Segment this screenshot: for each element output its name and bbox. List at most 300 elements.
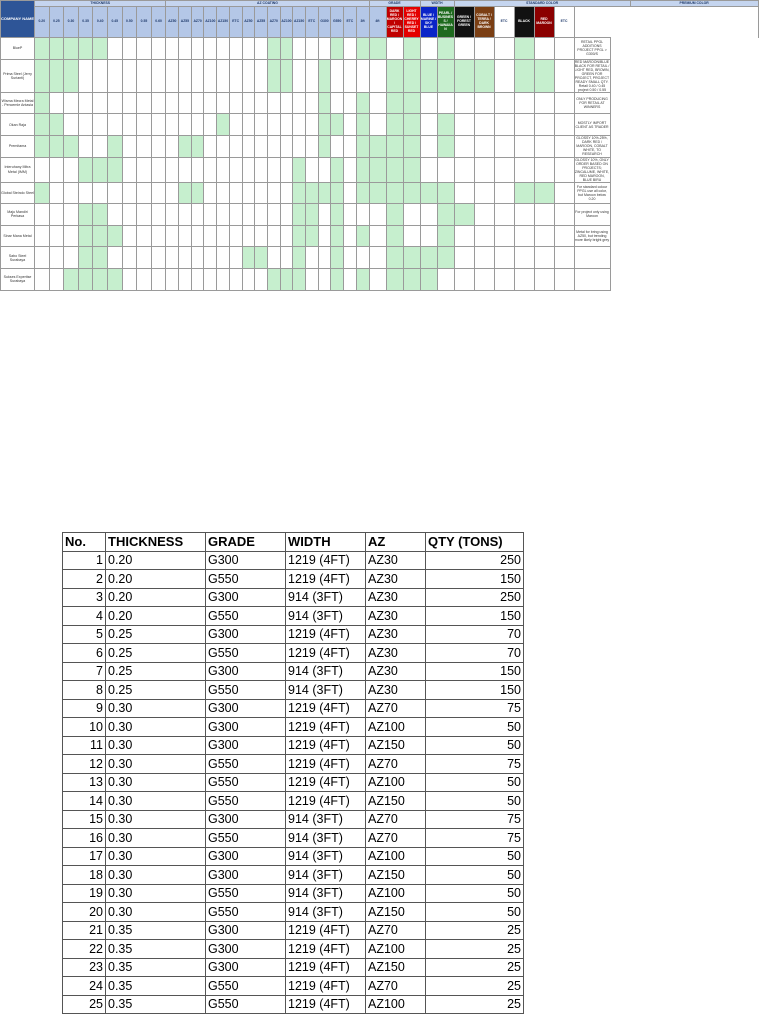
matrix-cell <box>64 204 79 226</box>
matrix-cell <box>514 268 534 290</box>
matrix-cell <box>204 135 217 157</box>
matrix-cell <box>494 247 514 269</box>
matrix-cell <box>122 38 137 60</box>
matrix-cell <box>93 114 108 136</box>
quantity-row <box>63 903 524 922</box>
column-header: G550 <box>331 7 344 38</box>
row-width: 914 (3FT) <box>286 903 366 922</box>
matrix-cell <box>386 38 403 60</box>
row-grade: G550 <box>206 829 286 848</box>
matrix-cell <box>514 135 534 157</box>
row-az: AZ70 <box>366 755 426 774</box>
row-qty: 50 <box>426 884 524 903</box>
row-az: AZ100 <box>366 847 426 866</box>
matrix-cell <box>191 225 204 247</box>
row-qty: 70 <box>426 625 524 644</box>
column-header: AZ100 <box>204 7 217 38</box>
matrix-cell <box>454 135 474 157</box>
matrix-cell <box>534 247 554 269</box>
matrix-row <box>1 225 759 247</box>
matrix-cell <box>420 38 437 60</box>
row-qty: 50 <box>426 792 524 811</box>
column-header: ETC <box>554 7 574 38</box>
matrix-cell <box>305 225 318 247</box>
row-thickness: 0.30 <box>106 810 206 829</box>
matrix-cell <box>35 247 50 269</box>
matrix-cell <box>78 157 93 182</box>
column-header: 0.30 <box>64 7 79 38</box>
matrix-cell <box>494 204 514 226</box>
matrix-cell <box>474 225 494 247</box>
matrix-cell <box>64 157 79 182</box>
company-name: Okan Raja <box>1 114 35 136</box>
matrix-cell <box>151 38 166 60</box>
matrix-cell <box>534 59 554 92</box>
row-width: 1219 (4FT) <box>286 551 366 570</box>
row-grade: G300 <box>206 866 286 885</box>
matrix-cell <box>454 38 474 60</box>
matrix-row <box>1 247 759 269</box>
matrix-cell <box>78 247 93 269</box>
matrix-cell <box>191 268 204 290</box>
matrix-cell <box>107 114 122 136</box>
row-thickness: 0.35 <box>106 995 206 1014</box>
matrix-cell <box>64 92 79 114</box>
row-az: AZ100 <box>366 995 426 1014</box>
matrix-cell <box>151 59 166 92</box>
row-az: AZ30 <box>366 644 426 663</box>
matrix-cell <box>344 247 357 269</box>
row-az: AZ30 <box>366 607 426 626</box>
matrix-cell <box>280 204 293 226</box>
matrix-row <box>1 59 759 92</box>
row-grade: G550 <box>206 755 286 774</box>
matrix-row <box>1 114 759 136</box>
matrix-cell <box>534 268 554 290</box>
matrix-cell <box>107 268 122 290</box>
matrix-cell <box>93 247 108 269</box>
matrix-cell <box>49 204 64 226</box>
matrix-cell <box>318 92 331 114</box>
column-header: LIGHT RED / CHERRY RED / SUNSET RED <box>403 7 420 38</box>
matrix-cell <box>179 182 192 204</box>
matrix-cell <box>137 157 152 182</box>
matrix-cell <box>293 59 306 92</box>
matrix-cell <box>107 204 122 226</box>
matrix-cell <box>420 225 437 247</box>
row-thickness: 0.30 <box>106 884 206 903</box>
column-header: AZ150 <box>293 7 306 38</box>
row-no: 2 <box>63 570 106 589</box>
matrix-cell <box>107 92 122 114</box>
matrix-cell <box>293 268 306 290</box>
matrix-cell <box>494 268 514 290</box>
matrix-cell <box>255 182 268 204</box>
row-grade: G300 <box>206 551 286 570</box>
company-name: Wisma Mecra Metal - Pencemle Antasia <box>1 92 35 114</box>
matrix-cell <box>305 135 318 157</box>
quantity-row <box>63 736 524 755</box>
column-header: 4ft <box>369 7 386 38</box>
row-thickness: 0.30 <box>106 755 206 774</box>
quantity-row <box>63 866 524 885</box>
row-az: AZ30 <box>366 570 426 589</box>
matrix-cell <box>356 59 369 92</box>
matrix-cell <box>179 204 192 226</box>
matrix-cell <box>255 225 268 247</box>
matrix-cell <box>267 204 280 226</box>
row-no: 8 <box>63 681 106 700</box>
company-name: Interuhany Mitra Metal (IMM) <box>1 157 35 182</box>
matrix-cell <box>242 135 255 157</box>
matrix-cell <box>293 204 306 226</box>
matrix-cell <box>403 38 420 60</box>
matrix-row <box>1 268 759 290</box>
matrix-column-header <box>1 7 759 38</box>
matrix-cell <box>474 135 494 157</box>
matrix-cell <box>318 182 331 204</box>
matrix-cell <box>122 135 137 157</box>
matrix-cell <box>78 225 93 247</box>
row-no: 16 <box>63 829 106 848</box>
matrix-row <box>1 38 759 60</box>
header-qty: QTY (TONS) <box>426 533 524 552</box>
matrix-cell <box>403 204 420 226</box>
row-no: 5 <box>63 625 106 644</box>
matrix-cell <box>166 268 179 290</box>
matrix-cell <box>78 59 93 92</box>
row-az: AZ30 <box>366 662 426 681</box>
quantity-row <box>63 977 524 996</box>
row-grade: G550 <box>206 644 286 663</box>
row-thickness: 0.35 <box>106 977 206 996</box>
matrix-cell <box>454 204 474 226</box>
matrix-cell <box>242 268 255 290</box>
matrix-cell <box>166 38 179 60</box>
column-header: 0.20 <box>35 7 50 38</box>
company-name: Sinar Mana Metal <box>1 225 35 247</box>
group-header: GRADE <box>369 1 420 7</box>
matrix-cell <box>437 182 454 204</box>
quantity-row <box>63 847 524 866</box>
quantity-row <box>63 718 524 737</box>
row-no: 22 <box>63 940 106 959</box>
row-thickness: 0.30 <box>106 736 206 755</box>
matrix-cell <box>49 157 64 182</box>
matrix-cell <box>204 114 217 136</box>
matrix-cell <box>122 225 137 247</box>
column-header: AZ55 <box>179 7 192 38</box>
matrix-cell <box>267 182 280 204</box>
matrix-cell <box>191 135 204 157</box>
matrix-row <box>1 182 759 204</box>
matrix-cell <box>267 92 280 114</box>
row-grade: G300 <box>206 921 286 940</box>
matrix-cell <box>494 225 514 247</box>
matrix-cell <box>242 247 255 269</box>
column-header: DARK RED / MAROON / CAPITAL RED <box>386 7 403 38</box>
matrix-cell <box>280 225 293 247</box>
quantity-row <box>63 699 524 718</box>
matrix-cell <box>78 204 93 226</box>
quantity-row <box>63 829 524 848</box>
matrix-cell <box>403 135 420 157</box>
matrix-cell <box>179 114 192 136</box>
matrix-cell <box>356 204 369 226</box>
quantity-row <box>63 588 524 607</box>
row-qty: 250 <box>426 588 524 607</box>
matrix-cell <box>49 59 64 92</box>
matrix-cell <box>255 157 268 182</box>
matrix-cell <box>403 114 420 136</box>
matrix-cell <box>293 247 306 269</box>
matrix-cell <box>305 268 318 290</box>
matrix-cell <box>420 157 437 182</box>
row-grade: G550 <box>206 903 286 922</box>
matrix-cell <box>229 182 242 204</box>
matrix-cell <box>93 157 108 182</box>
matrix-cell <box>217 247 230 269</box>
row-thickness: 0.25 <box>106 681 206 700</box>
row-grade: G550 <box>206 607 286 626</box>
matrix-cell <box>369 268 386 290</box>
matrix-cell <box>494 157 514 182</box>
matrix-cell <box>437 135 454 157</box>
column-header: 0.60 <box>151 7 166 38</box>
matrix-cell <box>420 247 437 269</box>
matrix-cell <box>166 182 179 204</box>
matrix-cell <box>49 247 64 269</box>
matrix-cell <box>437 114 454 136</box>
matrix-cell <box>554 59 574 92</box>
matrix-cell <box>242 225 255 247</box>
company-name-header: COMPANY NAME <box>1 1 35 38</box>
matrix-cell <box>122 59 137 92</box>
matrix-cell <box>554 225 574 247</box>
row-width: 914 (3FT) <box>286 847 366 866</box>
matrix-cell <box>179 38 192 60</box>
column-header: ETC <box>305 7 318 38</box>
header-grade: GRADE <box>206 533 286 552</box>
matrix-cell <box>474 114 494 136</box>
matrix-cell <box>344 204 357 226</box>
column-header: AZ100 <box>280 7 293 38</box>
matrix-cell <box>191 204 204 226</box>
matrix-cell <box>166 247 179 269</box>
matrix-cell <box>151 204 166 226</box>
row-no: 17 <box>63 847 106 866</box>
matrix-cell <box>35 135 50 157</box>
matrix-cell <box>122 204 137 226</box>
matrix-cell <box>454 92 474 114</box>
matrix-cell <box>217 268 230 290</box>
matrix-cell <box>107 225 122 247</box>
matrix-cell <box>64 182 79 204</box>
column-header: ETC <box>344 7 357 38</box>
row-note: Metal for bring using AZ50, but trending more likely bright grey <box>574 225 610 247</box>
matrix-cell <box>331 38 344 60</box>
matrix-cell <box>293 135 306 157</box>
row-width: 1219 (4FT) <box>286 699 366 718</box>
row-note: MOSTLY IMPORT CLIENT AS TRADER <box>574 114 610 136</box>
matrix-cell <box>267 225 280 247</box>
row-width: 914 (3FT) <box>286 607 366 626</box>
matrix-cell <box>331 225 344 247</box>
matrix-cell <box>191 59 204 92</box>
row-grade: G300 <box>206 958 286 977</box>
matrix-cell <box>122 114 137 136</box>
matrix-cell <box>229 157 242 182</box>
matrix-cell <box>107 59 122 92</box>
matrix-cell <box>280 135 293 157</box>
company-name: Global Steindo Steel <box>1 182 35 204</box>
row-qty: 75 <box>426 699 524 718</box>
matrix-row <box>1 157 759 182</box>
row-thickness: 0.30 <box>106 718 206 737</box>
matrix-cell <box>437 38 454 60</box>
matrix-cell <box>107 247 122 269</box>
row-grade: G550 <box>206 884 286 903</box>
quantity-row <box>63 792 524 811</box>
matrix-cell <box>386 247 403 269</box>
column-header: GREEN / FOREST GREEN <box>454 7 474 38</box>
column-header: 0.55 <box>137 7 152 38</box>
matrix-cell <box>49 225 64 247</box>
row-az: AZ150 <box>366 792 426 811</box>
matrix-cell <box>356 268 369 290</box>
matrix-cell <box>474 38 494 60</box>
column-header: ETC <box>229 7 242 38</box>
matrix-cell <box>242 204 255 226</box>
matrix-cell <box>280 247 293 269</box>
matrix-cell <box>369 247 386 269</box>
matrix-cell <box>331 135 344 157</box>
column-header: PEARL / BUSINESS / HAWAIIAN <box>437 7 454 38</box>
matrix-cell <box>107 135 122 157</box>
matrix-cell <box>514 59 534 92</box>
row-az: AZ30 <box>366 681 426 700</box>
column-header: AZ55 <box>255 7 268 38</box>
matrix-cell <box>137 225 152 247</box>
matrix-cell <box>49 268 64 290</box>
row-width: 914 (3FT) <box>286 662 366 681</box>
matrix-cell <box>217 182 230 204</box>
matrix-cell <box>331 182 344 204</box>
column-header: AZ50 <box>242 7 255 38</box>
matrix-cell <box>420 268 437 290</box>
company-name: Sabo Steel Surabaya <box>1 247 35 269</box>
matrix-cell <box>255 92 268 114</box>
row-note <box>574 247 610 269</box>
matrix-cell <box>204 204 217 226</box>
row-thickness: 0.35 <box>106 958 206 977</box>
quantity-row <box>63 607 524 626</box>
row-no: 21 <box>63 921 106 940</box>
matrix-cell <box>318 247 331 269</box>
matrix-cell <box>35 59 50 92</box>
group-header: WIDTH <box>420 1 454 7</box>
matrix-cell <box>437 92 454 114</box>
matrix-cell <box>78 114 93 136</box>
matrix-cell <box>344 38 357 60</box>
row-note: For project only using Maroon <box>574 204 610 226</box>
matrix-cell <box>454 182 474 204</box>
matrix-cell <box>229 225 242 247</box>
row-width: 1219 (4FT) <box>286 995 366 1014</box>
row-az: AZ70 <box>366 699 426 718</box>
matrix-cell <box>78 92 93 114</box>
matrix-cell <box>107 182 122 204</box>
matrix-cell <box>331 157 344 182</box>
matrix-cell <box>179 92 192 114</box>
matrix-cell <box>229 59 242 92</box>
matrix-cell <box>137 204 152 226</box>
matrix-cell <box>49 38 64 60</box>
matrix-cell <box>255 59 268 92</box>
matrix-cell <box>49 182 64 204</box>
row-no: 15 <box>63 810 106 829</box>
row-note: GLOSSY 10%-25%, DARK RED / MAROON, COBALT WHITE, TO RESEARCH <box>574 135 610 157</box>
row-az: AZ70 <box>366 921 426 940</box>
matrix-cell <box>280 268 293 290</box>
matrix-cell <box>369 135 386 157</box>
row-thickness: 0.30 <box>106 792 206 811</box>
matrix-cell <box>474 59 494 92</box>
matrix-cell <box>64 225 79 247</box>
matrix-cell <box>217 59 230 92</box>
matrix-cell <box>229 114 242 136</box>
matrix-cell <box>204 268 217 290</box>
matrix-row <box>1 135 759 157</box>
matrix-cell <box>386 268 403 290</box>
row-qty: 50 <box>426 847 524 866</box>
row-thickness: 0.35 <box>106 940 206 959</box>
row-grade: G300 <box>206 699 286 718</box>
matrix-cell <box>474 92 494 114</box>
matrix-cell <box>534 92 554 114</box>
matrix-cell <box>179 59 192 92</box>
row-grade: G300 <box>206 940 286 959</box>
header-width: WIDTH <box>286 533 366 552</box>
row-no: 24 <box>63 977 106 996</box>
matrix-cell <box>369 182 386 204</box>
row-no: 4 <box>63 607 106 626</box>
quantity-table-sheet <box>62 532 524 1014</box>
matrix-cell <box>474 268 494 290</box>
row-qty: 150 <box>426 662 524 681</box>
matrix-cell <box>204 38 217 60</box>
matrix-cell <box>403 225 420 247</box>
matrix-cell <box>49 92 64 114</box>
matrix-cell <box>344 225 357 247</box>
matrix-cell <box>403 59 420 92</box>
matrix-cell <box>331 247 344 269</box>
row-qty: 25 <box>426 995 524 1014</box>
matrix-cell <box>454 157 474 182</box>
quantity-row <box>63 995 524 1014</box>
header-thickness: THICKNESS <box>106 533 206 552</box>
row-qty: 75 <box>426 829 524 848</box>
matrix-cell <box>344 157 357 182</box>
matrix-cell <box>204 59 217 92</box>
row-width: 1219 (4FT) <box>286 921 366 940</box>
matrix-cell <box>151 247 166 269</box>
matrix-cell <box>386 182 403 204</box>
matrix-cell <box>534 157 554 182</box>
matrix-cell <box>255 38 268 60</box>
matrix-cell <box>554 157 574 182</box>
group-header: THICKNESS <box>35 1 166 7</box>
